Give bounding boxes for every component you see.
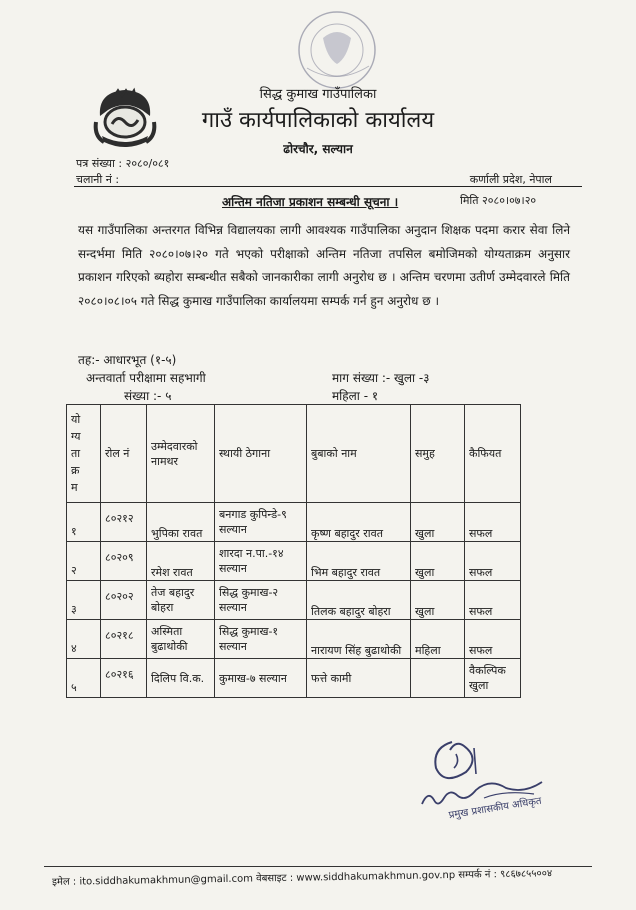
header-sn-part: यो bbox=[71, 413, 81, 426]
cell-name: रमेश रावत bbox=[147, 542, 215, 581]
notice-date: मिति २०८०।०७।२० bbox=[460, 194, 537, 207]
header-sn-part: ग्य bbox=[71, 430, 81, 443]
cell-sn: ३ bbox=[67, 581, 101, 620]
cell-group: खुला bbox=[411, 542, 465, 581]
participant-count: संख्या :- ५ bbox=[124, 389, 172, 403]
cell-father: फत्ते कामी bbox=[307, 659, 411, 698]
notice-body-paragraph: यस गाउँपालिका अन्तरगत विभिन्न विद्यालयका लागी आवश्यक गाउँपालिका अनुदान शिक्षक पदमा करार सेवा लिने सन्दर्भमा मिति २०८०।०७।२० गते भएको परीक्षाको अन्तिम नतिजा तपसिल बमोजिमको योग्यताक्रम अनुसार प्रकाशन गरिएको ब्यहोरा सम्बन्धीत सबैको जानकारीका लागी अनुरोध छ । अन्तिम चरणमा उतीर्ण उम्मेदवारले मिति २०८०।०८।०५ गते सिद्ध कुमाख गाउँपालिका कार्यालयमा सम्पर्क गर्न हुन अनुरोध छ । bbox=[78, 223, 570, 308]
cell-sn: २ bbox=[67, 542, 101, 581]
header-name-part: नामथर bbox=[151, 454, 179, 468]
table-header-row bbox=[67, 405, 521, 503]
letter-reference-number: पत्र संख्या : २०८०/०८१ bbox=[76, 157, 170, 170]
name-line: बुढाथोकी bbox=[151, 640, 188, 653]
cell-roll: ८०२१६ bbox=[101, 659, 147, 698]
table-row bbox=[67, 503, 521, 542]
cell-group: खुला bbox=[411, 581, 465, 620]
cell-group: महिला bbox=[411, 620, 465, 659]
header-sn-part: क्र bbox=[71, 464, 80, 477]
dispatch-number: चलानी नं : bbox=[76, 173, 120, 186]
header-divider bbox=[74, 186, 582, 187]
name-line: अस्मिता bbox=[151, 625, 183, 638]
office-title: गाउँ कार्यपालिकाको कार्यालय bbox=[201, 108, 435, 133]
address-line: सिद्ध कुमाख-१ bbox=[219, 625, 279, 638]
result-line: खुला bbox=[469, 679, 489, 692]
cell-name bbox=[147, 581, 215, 620]
address-line: सल्यान bbox=[219, 562, 247, 575]
header-name-part: उम्मेदवारको bbox=[151, 439, 198, 453]
cell-father: नारायण सिंह बुढाथोकी bbox=[307, 620, 411, 659]
demand-number: माग संख्या :- खुला -३ bbox=[332, 371, 430, 385]
table-row bbox=[67, 620, 521, 659]
address-line: बनगाड कुपिन्डे-९ bbox=[219, 508, 287, 521]
level-info: तह:- आधारभूत (१-५) bbox=[78, 353, 177, 367]
notice-subject: अन्तिम नतिजा प्रकाशन सम्बन्धी सूचना । bbox=[222, 195, 399, 209]
cell-result bbox=[465, 659, 521, 698]
cell-father: कृष्ण बहादुर रावत bbox=[307, 503, 411, 542]
cell-address bbox=[215, 581, 307, 620]
cell-result: सफल bbox=[465, 581, 521, 620]
office-seal-stamp-icon bbox=[287, 8, 385, 92]
header-permanent-address: स्थायी ठेगाना bbox=[215, 405, 307, 503]
municipality-name: सिद्ध कुमाख गाउँपालिका bbox=[259, 87, 377, 102]
office-address: ढोरचौर, सल्यान bbox=[283, 142, 353, 156]
cell-group bbox=[411, 659, 465, 698]
cell-address bbox=[215, 503, 307, 542]
female-quota: महिला - १ bbox=[332, 389, 379, 403]
table-row bbox=[67, 542, 521, 581]
address-line: सल्यान bbox=[219, 523, 247, 536]
province-name: कर्णाली प्रदेश, नेपाल bbox=[469, 173, 552, 186]
cell-father: तिलक बहादुर बोहरा bbox=[307, 581, 411, 620]
header-sn-part: ता bbox=[71, 447, 81, 460]
address-line: शारदा न.पा.-१४ bbox=[219, 547, 284, 560]
cell-roll: ८०२१२ bbox=[101, 503, 147, 542]
header-remarks: कैफियत bbox=[465, 405, 521, 503]
results-table bbox=[66, 404, 521, 698]
header-group: समुह bbox=[411, 405, 465, 503]
cell-name bbox=[147, 620, 215, 659]
interview-participants-label: अन्तवार्ता परीक्षामा सहभागी bbox=[86, 371, 206, 385]
cell-roll: ८०२०९ bbox=[101, 542, 147, 581]
cell-father: भिम बहादुर रावत bbox=[307, 542, 411, 581]
result-line: वैकल्पिक bbox=[469, 664, 506, 677]
table-row bbox=[67, 659, 521, 698]
cell-result: सफल bbox=[465, 620, 521, 659]
cell-address bbox=[215, 542, 307, 581]
cell-roll: ८०२१८ bbox=[101, 620, 147, 659]
header-father-name: बुबाको नाम bbox=[307, 405, 411, 503]
cell-group: खुला bbox=[411, 503, 465, 542]
cell-result: सफल bbox=[465, 503, 521, 542]
cell-roll: ८०२०२ bbox=[101, 581, 147, 620]
cell-sn: ५ bbox=[67, 659, 101, 698]
header-roll-number: रोल नं bbox=[101, 405, 147, 503]
header-candidate-name bbox=[147, 405, 215, 503]
name-line: तेज बहादुर bbox=[151, 586, 195, 599]
address-line: सल्यान bbox=[219, 601, 247, 614]
cell-sn: ४ bbox=[67, 620, 101, 659]
footer-contact: इमेल : ito.siddhakumakhmun@gmail.com वेबसाइट : www.siddhakumakhmun.gov.np सम्पर्क नं : ९८६७८५५००४ bbox=[51, 868, 553, 888]
table-row bbox=[67, 581, 521, 620]
address-line: सल्यान bbox=[219, 640, 247, 653]
name-line: बोहरा bbox=[151, 601, 174, 614]
cell-sn: १ bbox=[67, 503, 101, 542]
header-merit-order bbox=[67, 405, 101, 503]
cell-name: भुपिका रावत bbox=[147, 503, 215, 542]
cell-result: सफल bbox=[465, 542, 521, 581]
address-line: सिद्ध कुमाख-२ bbox=[219, 586, 279, 599]
header-sn-part: म bbox=[71, 481, 78, 494]
cell-name: दिलिप वि.क. bbox=[147, 659, 215, 698]
cell-address bbox=[215, 620, 307, 659]
cell-address: कुमाख-७ सल्यान bbox=[215, 659, 307, 698]
signatory-title: प्रमुख प्रशासकीय अधिकृत bbox=[447, 795, 543, 822]
